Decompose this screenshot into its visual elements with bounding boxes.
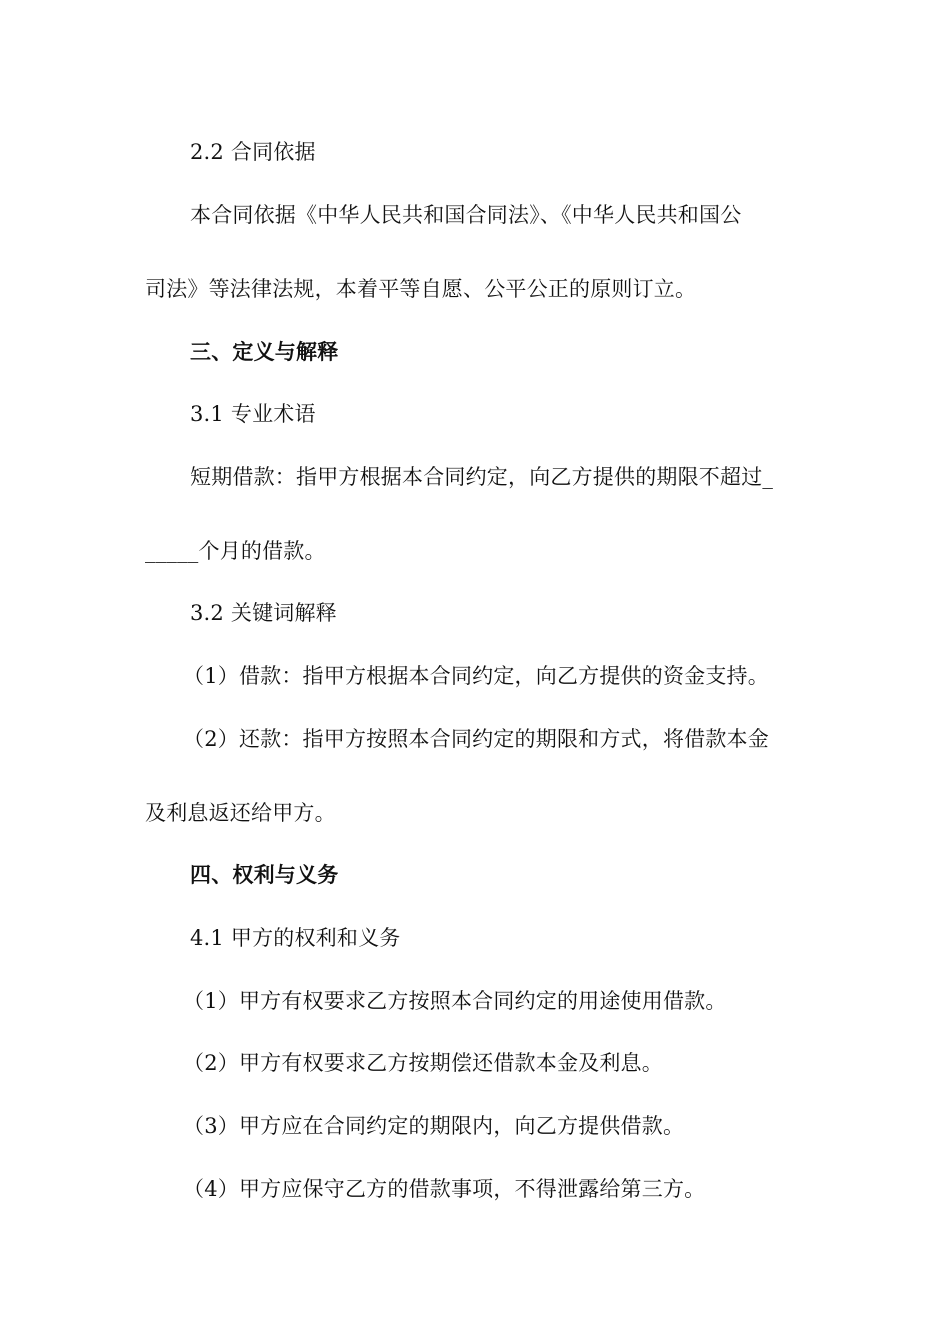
- section-2-2-title: 2.2 合同依据: [190, 140, 316, 164]
- paragraph-line: _____个月的借款。: [145, 539, 326, 563]
- section-4-1-title: 4.1 甲方的权利和义务: [190, 926, 401, 950]
- paragraph-line: 本合同依据《中华人民共和国合同法》、《中华人民共和国公: [190, 203, 742, 227]
- paragraph-line: 短期借款：指甲方根据本合同约定，向乙方提供的期限不超过_: [190, 465, 774, 489]
- list-item: （1）借款：指甲方根据本合同约定，向乙方提供的资金支持。: [183, 664, 769, 688]
- list-item: （1）甲方有权要求乙方按照本合同约定的用途使用借款。: [183, 989, 727, 1013]
- paragraph-line: 司法》等法律法规，本着平等自愿、公平公正的原则订立。: [145, 277, 697, 301]
- section-4-heading: 四、权利与义务: [190, 862, 339, 887]
- paragraph-line: 及利息返还给甲方。: [145, 801, 336, 825]
- section-3-2-title: 3.2 关键词解释: [190, 601, 337, 625]
- list-item: （4）甲方应保守乙方的借款事项，不得泄露给第三方。: [183, 1177, 706, 1201]
- section-3-heading: 三、定义与解释: [190, 339, 339, 364]
- list-item: （2）甲方有权要求乙方按期偿还借款本金及利息。: [183, 1051, 663, 1075]
- section-3-1-title: 3.1 专业术语: [190, 402, 316, 426]
- list-item: （3）甲方应在合同约定的期限内，向乙方提供借款。: [183, 1114, 685, 1138]
- list-item: （2）还款：指甲方按照本合同约定的期限和方式，将借款本金: [183, 727, 769, 751]
